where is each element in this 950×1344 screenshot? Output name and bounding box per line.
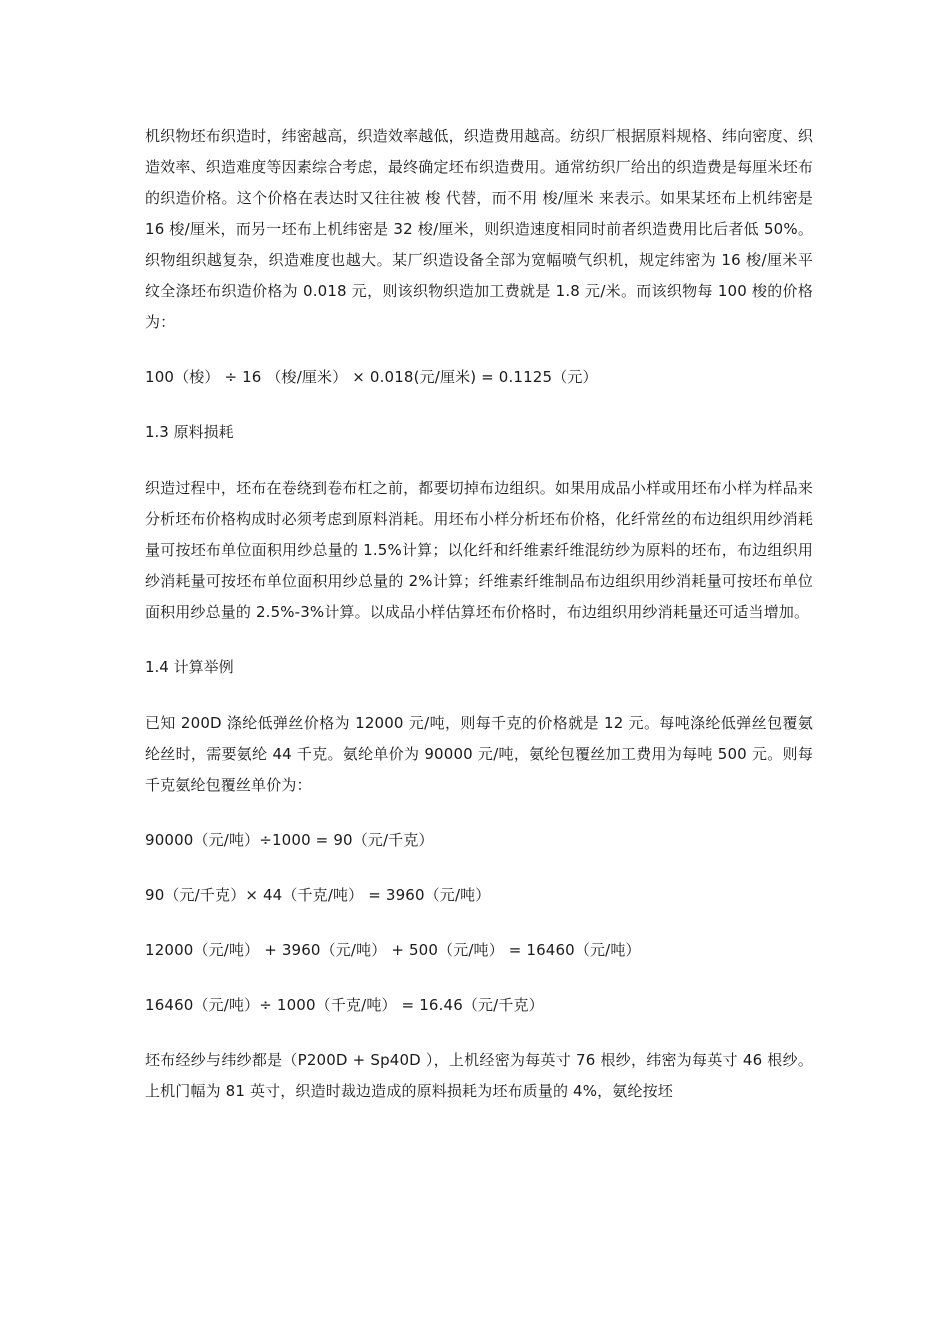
document-body	[145, 121, 813, 1107]
section-heading-calculation-example: 1.4 计算举例	[145, 658, 234, 676]
calculation-example-paragraph: 已知 200D 涤纶低弹丝价格为 12000 元/吨，则每千克的价格就是 12 元。每吨涤纶低弹丝包覆氨纶丝时，需要氨纶 44 千克。氨纶单价为 90000 元/吨，氨纶包覆丝加工费用为每吨 500 元。则每千克氨纶包覆丝单价为：	[145, 714, 813, 794]
formula-line-3: 12000（元/吨） + 3960（元/吨） + 500（元/吨） = 16460（元/吨）	[145, 941, 641, 959]
final-paragraph: 坯布经纱与纬纱都是（P200D + Sp40D ），上机经密为每英寸 76 根纱，纬密为每英寸 46 根纱。上机门幅为 81 英寸，织造时裁边造成的原料损耗为坯布质量的 4%，氨纶按坯	[145, 1051, 813, 1100]
formula-weft-price: 100（梭） ÷ 16 （梭/厘米） × 0.018(元/厘米) = 0.1125（元）	[145, 368, 598, 386]
formula-line-4: 16460（元/吨）÷ 1000（千克/吨） = 16.46（元/千克）	[145, 996, 544, 1014]
section-heading-raw-material-loss: 1.3 原料损耗	[145, 423, 234, 441]
intro-paragraph: 机织物坯布织造时，纬密越高，织造效率越低，织造费用越高。纺织厂根据原料规格、纬向密度、织造效率、织造难度等因素综合考虑，最终确定坯布织造费用。通常纺织厂给出的织造费是每厘米坯布的织造价格。这个价格在表达时又往往被 梭 代替，而不用 梭/厘米 来表示。如果某坯布上机纬密是 16 梭/厘米，而另一坯布上机纬密是 32 梭/厘米，则织造速度相同时前者织造费用比后者低 50%。织物组织越复杂，织造难度也越大。某厂织造设备全部为宽幅喷气织机，规定纬密为 16 梭/厘米平纹全涤坯布织造价格为 0.018 元，则该织物织造加工费就是 1.8 元/米。而该织物每 100 梭的价格为：	[145, 127, 813, 331]
raw-material-loss-paragraph: 织造过程中，坯布在卷绕到卷布杠之前，都要切掉布边组织。如果用成品小样或用坯布小样为样品来分析坯布价格构成时必须考虑到原料消耗。用坯布小样分析坯布价格，化纤常丝的布边组织用纱消耗量可按坯布单位面积用纱总量的 1.5%计算；以化纤和纤维素纤维混纺纱为原料的坯布，布边组织用纱消耗量可按坯布单位面积用纱总量的 2%计算；纤维素纤维制品布边组织用纱消耗量可按坯布单位面积用纱总量的 2.5%-3%计算。以成品小样估算坯布价格时，布边组织用纱消耗量还可适当增加。	[145, 479, 813, 621]
formula-line-2: 90（元/千克）× 44（千克/吨） = 3960（元/吨）	[145, 886, 491, 904]
formula-line-1: 90000（元/吨）÷1000 = 90（元/千克）	[145, 831, 434, 849]
